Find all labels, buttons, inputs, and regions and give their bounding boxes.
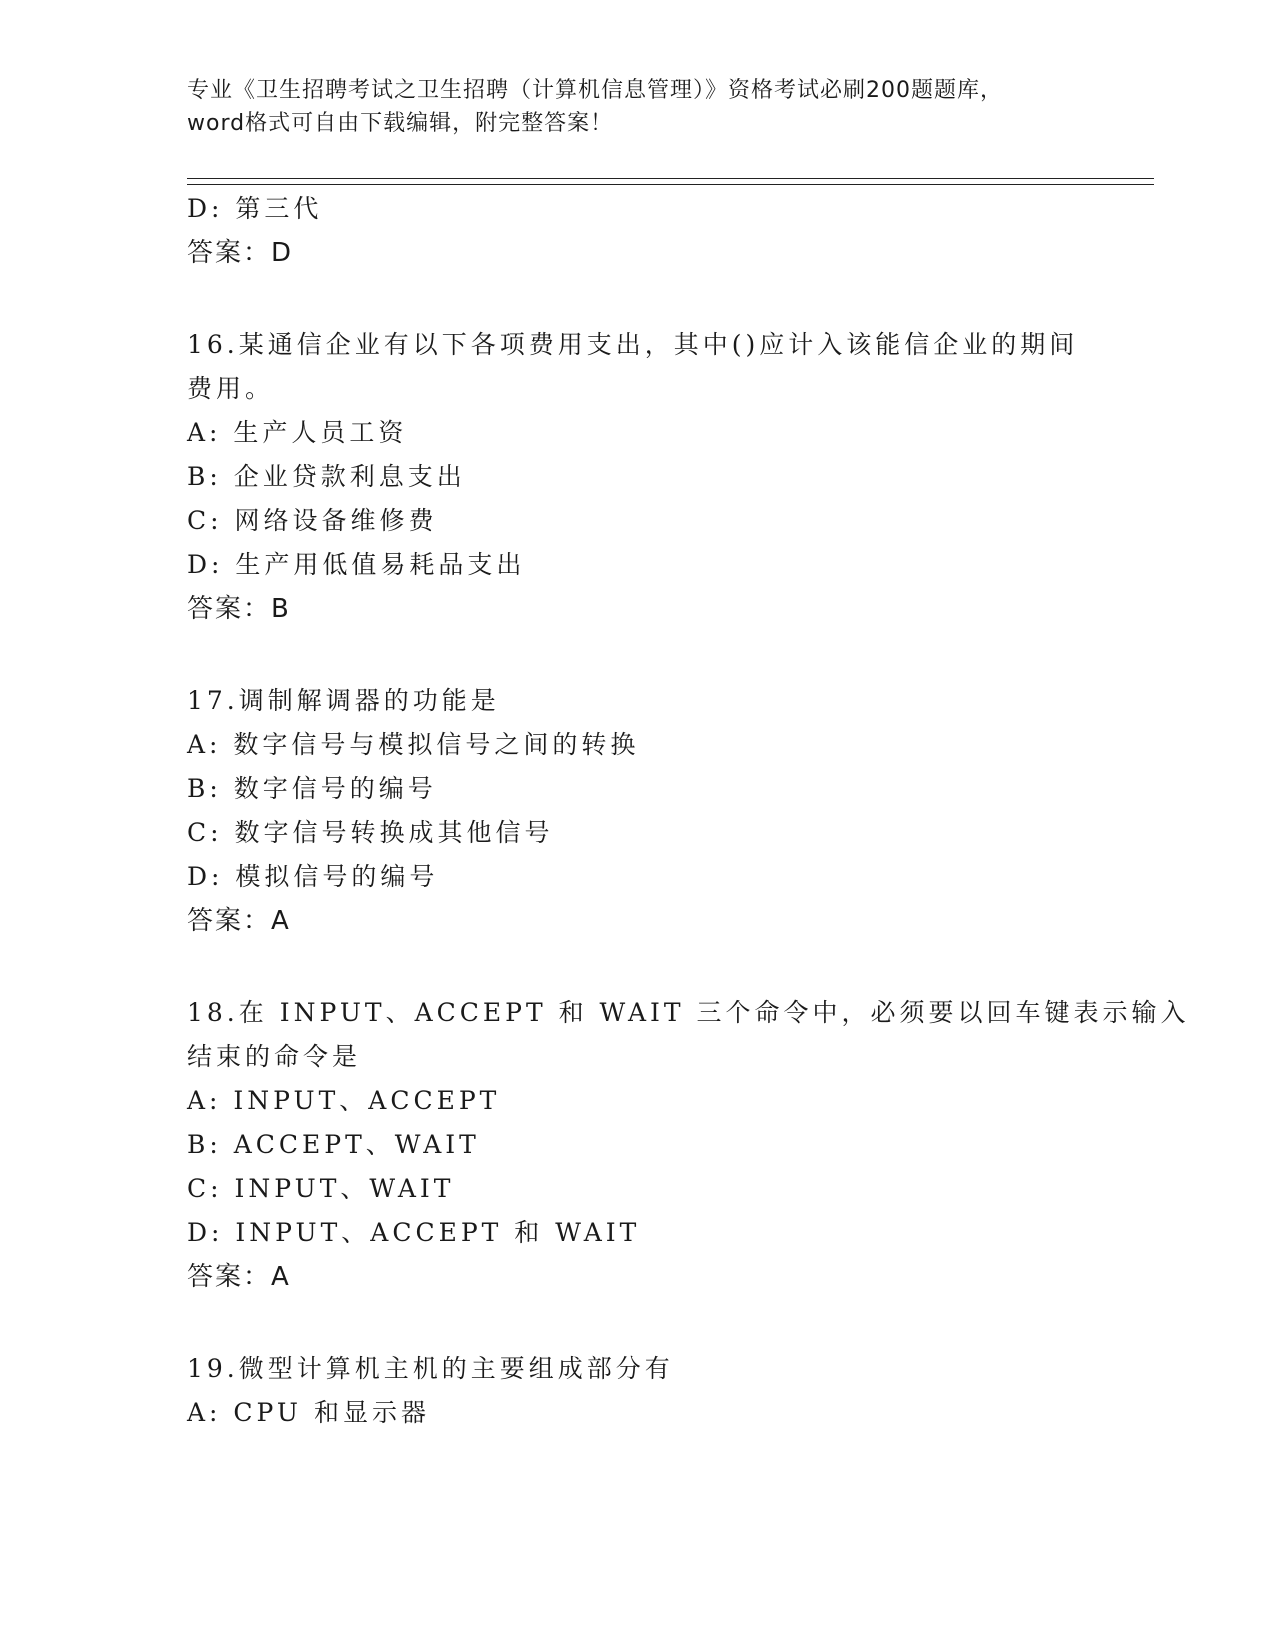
q16-option-c: C: 网络设备维修费 xyxy=(187,506,438,535)
q17-option-a: A: 数字信号与模拟信号之间的转换 xyxy=(187,730,640,759)
q18-stem-line-1: 18.在 INPUT、ACCEPT 和 WAIT 三个命令中，必须要以回车键表示输入 xyxy=(187,998,1190,1027)
document-header xyxy=(187,74,1087,140)
q15-option-d: D: 第三代 xyxy=(187,194,323,223)
q17-option-c: C: 数字信号转换成其他信号 xyxy=(187,818,554,847)
q16-option-b: B: 企业贷款利息支出 xyxy=(187,462,466,491)
q17-option-d: D: 模拟信号的编号 xyxy=(187,862,439,891)
q17-answer: 答案：A xyxy=(187,906,291,936)
q19-option-a: A: CPU 和显示器 xyxy=(187,1398,430,1427)
q18-stem-line-2: 结束的命令是 xyxy=(187,1042,362,1071)
q18-option-c: C: INPUT、WAIT xyxy=(187,1174,455,1203)
q17-stem-line-1: 17.调制解调器的功能是 xyxy=(187,686,500,715)
q17-option-b: B: 数字信号的编号 xyxy=(187,774,437,803)
q19-stem-line-1: 19.微型计算机主机的主要组成部分有 xyxy=(187,1354,674,1383)
header-divider-top xyxy=(187,178,1154,179)
q16-option-a: A: 生产人员工资 xyxy=(187,418,408,447)
q16-stem-line-2: 费用。 xyxy=(187,374,275,403)
q18-option-a: A: INPUT、ACCEPT xyxy=(187,1086,501,1115)
q18-option-b: B: ACCEPT、WAIT xyxy=(187,1130,480,1159)
q16-answer: 答案：B xyxy=(187,594,291,624)
q16-stem-line-1: 16.某通信企业有以下各项费用支出，其中()应计入该能信企业的期间 xyxy=(187,330,1079,359)
q18-option-d: D: INPUT、ACCEPT 和 WAIT xyxy=(187,1218,641,1247)
q16-option-d: D: 生产用低值易耗品支出 xyxy=(187,550,526,579)
q18-answer: 答案：A xyxy=(187,1262,291,1292)
header-line-2: word格式可自由下载编辑，附完整答案！ xyxy=(187,111,614,136)
header-divider-bottom xyxy=(187,184,1154,185)
header-line-1: 专业《卫生招聘考试之卫生招聘（计算机信息管理）》资格考试必刷200题题库， xyxy=(187,78,1003,103)
q15-answer: 答案：D xyxy=(187,238,294,268)
